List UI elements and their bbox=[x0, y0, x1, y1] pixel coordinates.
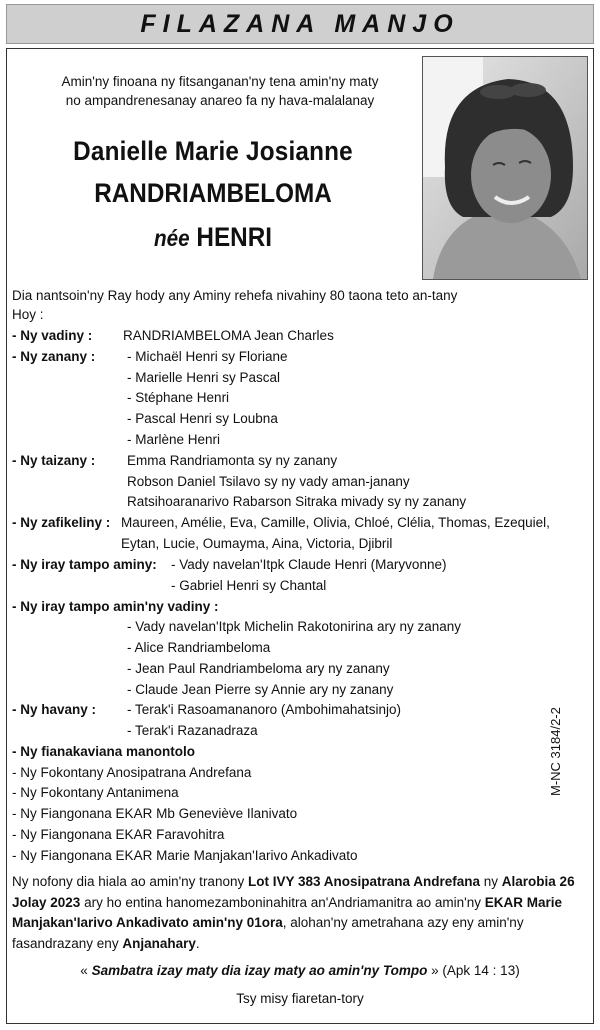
funeral-text: ary ho entina hanomezamboninahitra an'Andriamanitra ao amin'ny bbox=[80, 894, 485, 910]
announcement-line-1: Dia nantsoin'ny Ray hody any Aminy rehefa nivahiny 80 taona teto an-tany bbox=[12, 288, 458, 303]
community-item: - Ny Fiangonana EKAR Marie Manjakan'Iarivo Ankadivato bbox=[12, 848, 358, 863]
spouse-siblings-item: - Jean Paul Randriambeloma ary ny zanany bbox=[127, 661, 390, 676]
foster-label: - Ny taizany : bbox=[12, 453, 96, 468]
foster-item: Ratsihoaranarivo Rabarson Sitraka mivady sy ny zanany bbox=[127, 494, 467, 509]
children-item: - Michaël Henri sy Floriane bbox=[127, 349, 288, 364]
deceased-maiden-line bbox=[29, 222, 398, 253]
closing-line: Tsy misy fiaretan-tory bbox=[236, 991, 364, 1006]
burial-place: Anjanahary bbox=[122, 935, 196, 951]
bible-quote bbox=[0, 963, 600, 978]
deceased-first-names: Danielle Marie Josianne bbox=[73, 136, 353, 166]
header-title: FILAZANA MANJO bbox=[140, 9, 460, 38]
relatives-item: - Terak'i Razanadraza bbox=[127, 723, 258, 738]
grandchildren-item: Eytan, Lucie, Oumayma, Aina, Victoria, Djibril bbox=[121, 536, 393, 551]
quote-close: » bbox=[427, 963, 439, 978]
community-item: - Ny Fokontany Antanimena bbox=[12, 785, 179, 800]
relatives-label: - Ny havany : bbox=[12, 702, 97, 717]
funeral-text: ny bbox=[480, 874, 502, 889]
relatives-item: - Terak'i Rasoamananoro (Ambohimahatsinjo) bbox=[127, 702, 401, 717]
nee-label: née bbox=[153, 225, 190, 251]
quote-open: « bbox=[80, 963, 92, 978]
deceased-surname: RANDRIAMBELOMA bbox=[94, 178, 332, 208]
quote-reference: (Apk 14 : 13) bbox=[438, 963, 520, 978]
children-item: - Marlène Henri bbox=[127, 432, 221, 447]
spouse-name: RANDRIAMBELOMA Jean Charles bbox=[123, 328, 334, 343]
community-item: - Ny Fiangonana EKAR Mb Geneviève Ilanivato bbox=[12, 806, 298, 821]
funeral-text: . bbox=[195, 935, 200, 951]
funeral-church: EKAR Marie Manjakan'Iarivo Ankadivato amin'ny 01ora bbox=[12, 894, 562, 930]
funeral-text: Ny nofony dia hiala ao amin'ny tranony bbox=[12, 874, 248, 889]
spouse-label: - Ny vadiny : bbox=[12, 328, 93, 343]
announcement-line-2: Hoy : bbox=[12, 307, 44, 322]
foster-item: Robson Daniel Tsilavo sy ny vady aman-janany bbox=[127, 474, 410, 489]
funeral-text: , alohan'ny ametrahana azy eny amin'ny fasandrazany eny bbox=[12, 915, 524, 951]
siblings-item: - Vady navelan'Itpk Claude Henri (Maryvonne) bbox=[171, 557, 447, 572]
spouse-siblings-item: - Alice Randriambeloma bbox=[127, 640, 271, 655]
grandchildren-label: - Ny zafikeliny : bbox=[12, 515, 111, 530]
children-item: - Marielle Henri sy Pascal bbox=[127, 370, 281, 385]
intro-line-2: no ampandrenesanay anareo fa ny hava-malalanay bbox=[65, 93, 375, 108]
intro-line-1: Amin'ny finoana ny fitsanganan'ny tena amin'ny maty bbox=[61, 74, 379, 89]
header-banner bbox=[6, 4, 594, 44]
reference-code: M-NC 3184/2-2 bbox=[548, 707, 563, 796]
spouse-siblings-item: - Claude Jean Pierre sy Annie ary ny zanany bbox=[127, 682, 394, 697]
funeral-details bbox=[12, 872, 588, 954]
siblings-item: - Gabriel Henri sy Chantal bbox=[171, 578, 327, 593]
spouse-siblings-label: - Ny iray tampo amin'ny vadiny : bbox=[12, 599, 219, 614]
foster-item: Emma Randriamonta sy ny zanany bbox=[127, 453, 338, 468]
quote-text: Sambatra izay maty dia izay maty ao amin'ny Tompo bbox=[91, 963, 428, 978]
children-item: - Stéphane Henri bbox=[127, 390, 230, 405]
portrait-photo bbox=[422, 56, 588, 280]
whole-family-label: - Ny fianakaviana manontolo bbox=[12, 744, 196, 759]
intro-text bbox=[30, 72, 410, 110]
grandchildren-item: Maureen, Amélie, Eva, Camille, Olivia, Chloé, Clélia, Thomas, Ezequiel, bbox=[121, 515, 550, 530]
community-item: - Ny Fiangonana EKAR Faravohitra bbox=[12, 827, 225, 842]
spouse-siblings-item: - Vady navelan'Itpk Michelin Rakotonirina ary ny zanany bbox=[127, 619, 461, 634]
siblings-label: - Ny iray tampo aminy: bbox=[12, 557, 157, 572]
funeral-address: Lot IVY 383 Anosipatrana Andrefana bbox=[247, 874, 481, 889]
community-item: - Ny Fokontany Anosipatrana Andrefana bbox=[12, 765, 252, 780]
children-label: - Ny zanany : bbox=[12, 349, 96, 364]
funeral-date: Alarobia 26 Jolay 2023 bbox=[12, 874, 575, 910]
maiden-name: HENRI bbox=[196, 222, 273, 252]
children-item: - Pascal Henri sy Loubna bbox=[127, 411, 278, 426]
